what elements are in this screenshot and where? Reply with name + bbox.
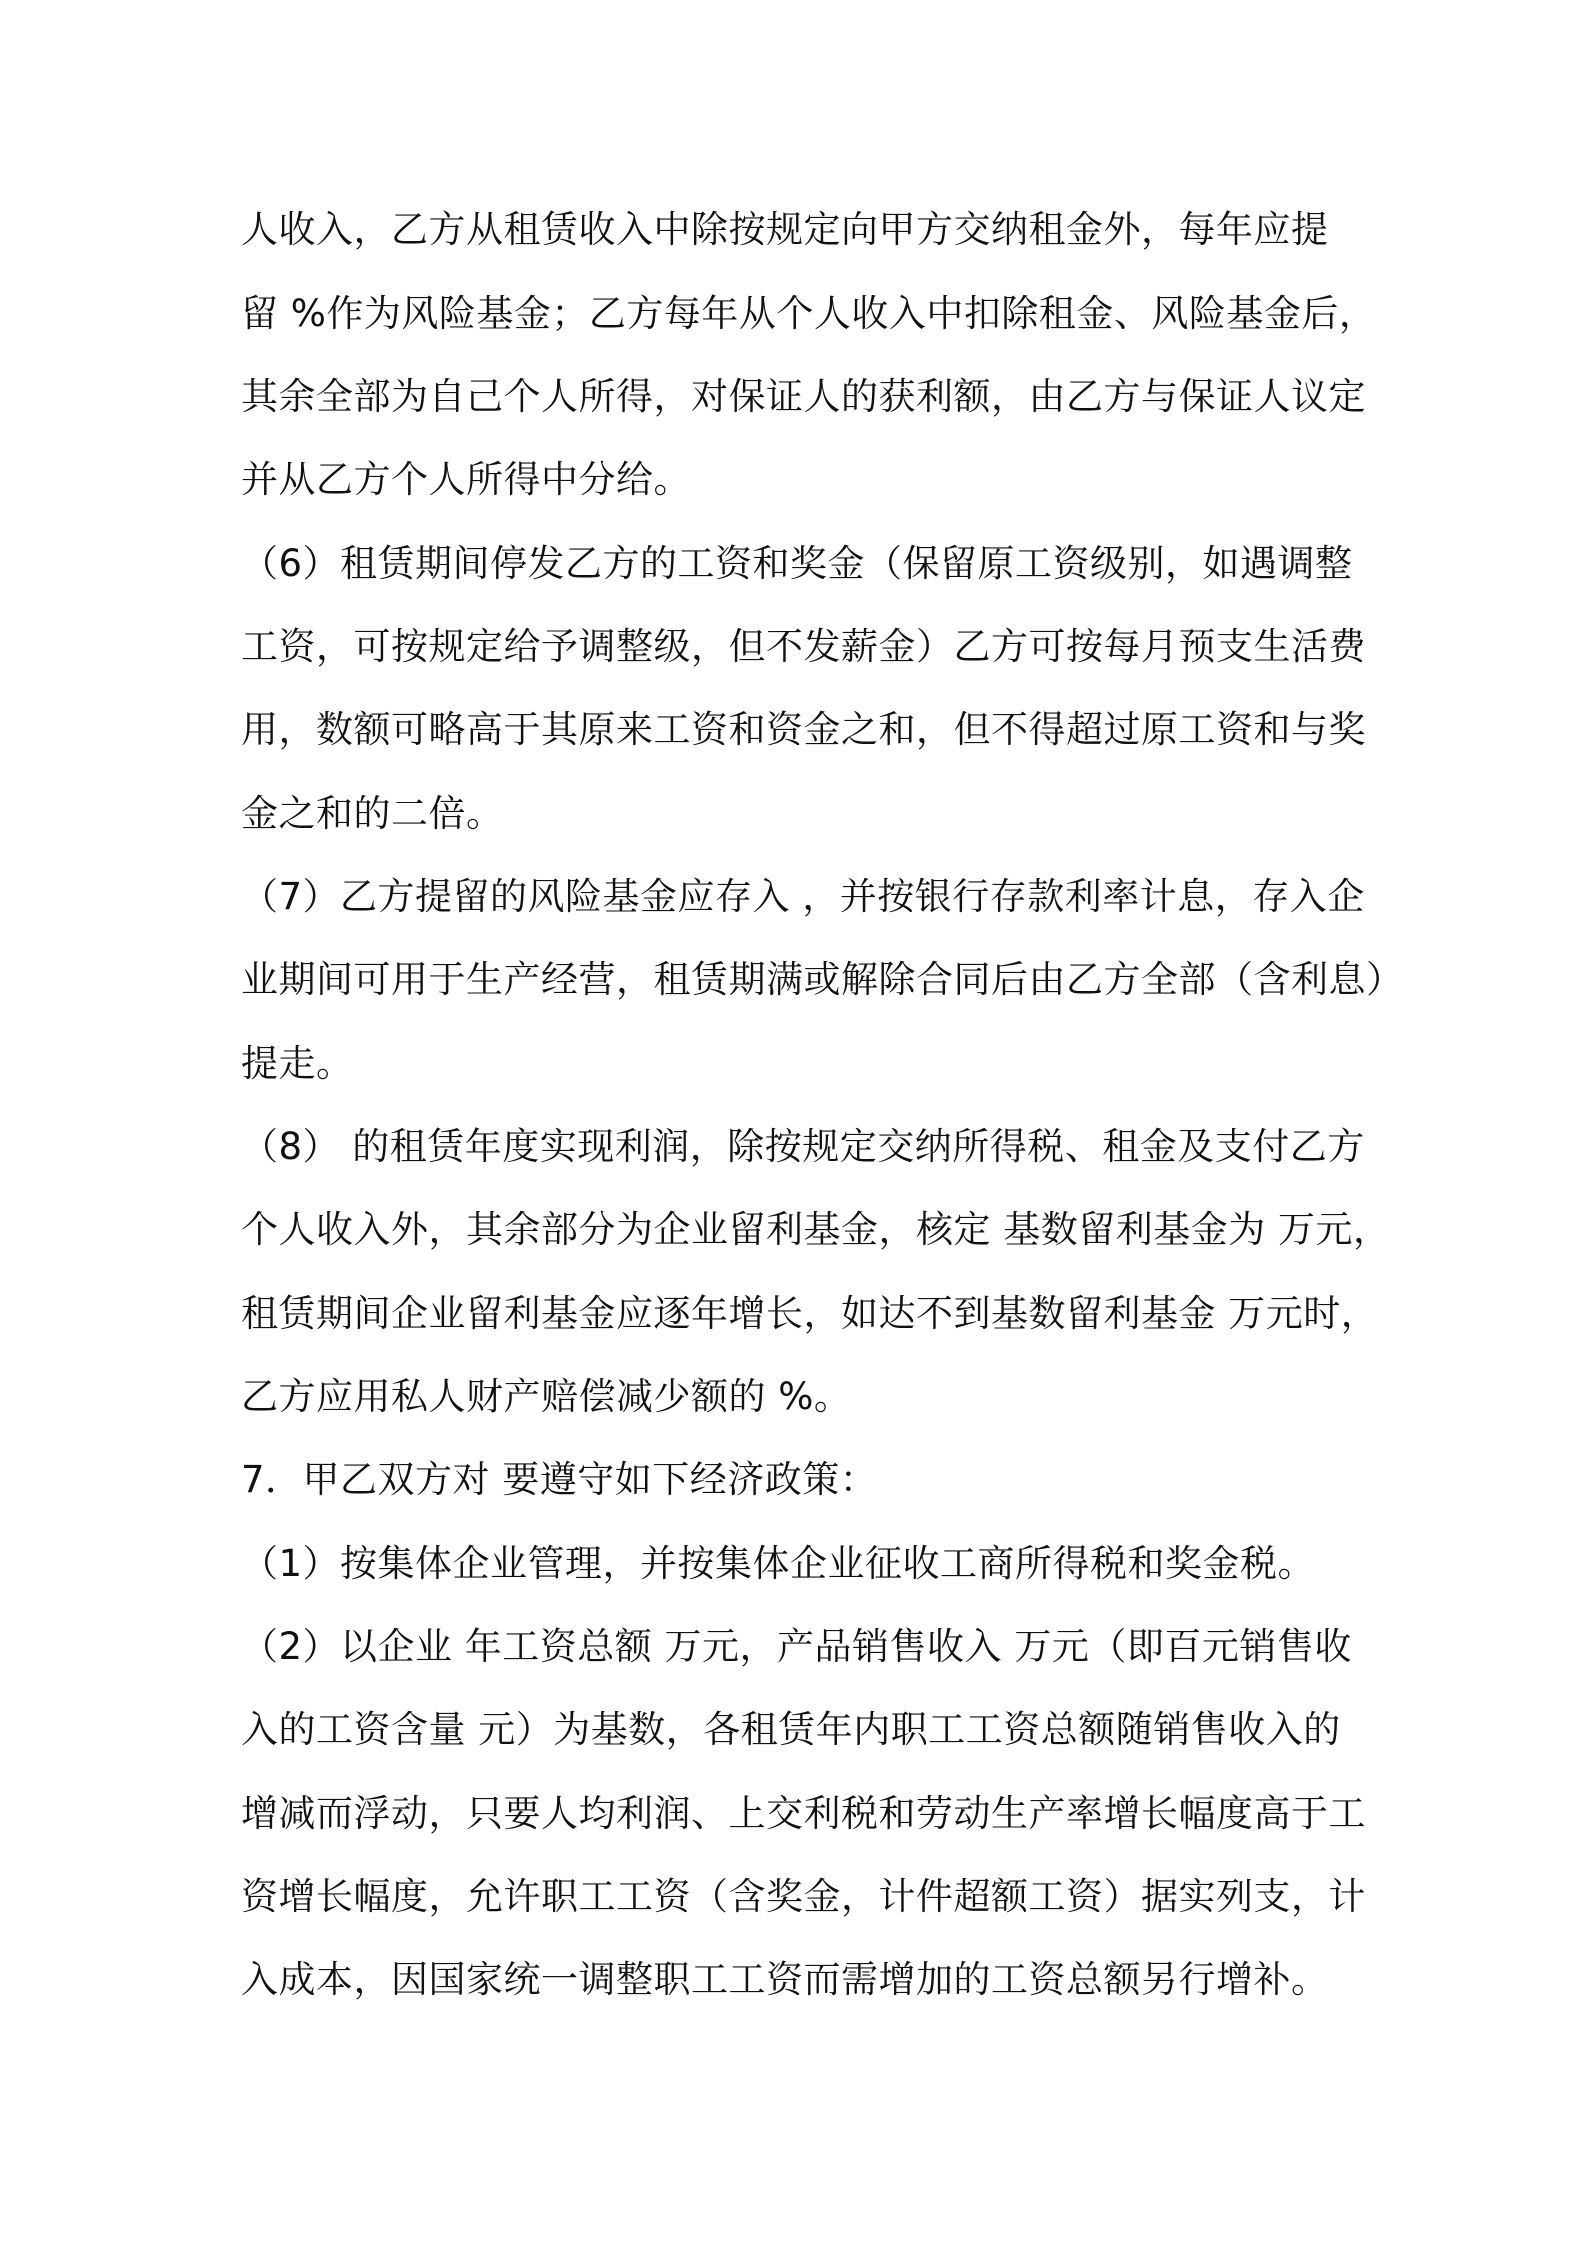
text-line: （7）乙方提留的风险基金应存入 ，并按银行存款利率计息，存入企 <box>241 875 1365 918</box>
text-line: 7．甲乙双方对 要遵守如下经济政策： <box>241 1458 878 1501</box>
text-line: 个人收入外，其余部分为企业留利基金，核定 基数留利基金为 万元， <box>241 1208 1391 1251</box>
text-line: 工资，可按规定给予调整级，但不发薪金）乙方可按每月预支生活费 <box>241 625 1366 668</box>
text-line: 用，数额可略高于其原来工资和资金之和，但不得超过原工资和与奖 <box>241 708 1366 751</box>
text-line: 金之和的二倍。 <box>241 792 504 835</box>
text-line: 业期间可用于生产经营，租赁期满或解除合同后由乙方全部（含利息） <box>241 958 1404 1001</box>
text-line: 提走。 <box>241 1042 354 1085</box>
text-line: 留 %作为风险基金；乙方每年从个人收入中扣除租金、风险基金后， <box>241 292 1377 335</box>
text-line: 入成本，因国家统一调整职工工资而需增加的工资总额另行增补。 <box>241 1958 1329 2001</box>
text-line: （8） 的租赁年度实现利润，除按规定交纳所得税、租金及支付乙方 <box>241 1125 1365 1168</box>
text-line: 增减而浮动，只要人均利润、上交利税和劳动生产率增长幅度高于工 <box>241 1792 1366 1835</box>
text-line: （2）以企业 年工资总额 万元，产品销售收入 万元（即百元销售收 <box>241 1625 1352 1668</box>
text-line: 人收入，乙方从租赁收入中除按规定向甲方交纳租金外，每年应提 <box>241 208 1329 251</box>
text-line: 并从乙方个人所得中分给。 <box>241 458 691 501</box>
text-line: 租赁期间企业留利基金应逐年增长，如达不到基数留利基金 万元时， <box>241 1292 1379 1335</box>
text-line: 乙方应用私人财产赔偿减少额的 %。 <box>241 1375 852 1418</box>
text-line: 资增长幅度，允许职工工资（含奖金，计件超额工资）据实列支，计 <box>241 1875 1366 1918</box>
text-line: （6）租赁期间停发乙方的工资和奖金（保留原工资级别，如遇调整 <box>241 542 1353 585</box>
text-line: 入的工资含量 元）为基数，各租赁年内职工工资总额随销售收入的 <box>241 1708 1341 1751</box>
text-line: 其余全部为自己个人所得，对保证人的获利额，由乙方与保证人议定 <box>241 375 1366 418</box>
text-line: （1）按集体企业管理，并按集体企业征收工商所得税和奖金税。 <box>241 1542 1316 1585</box>
